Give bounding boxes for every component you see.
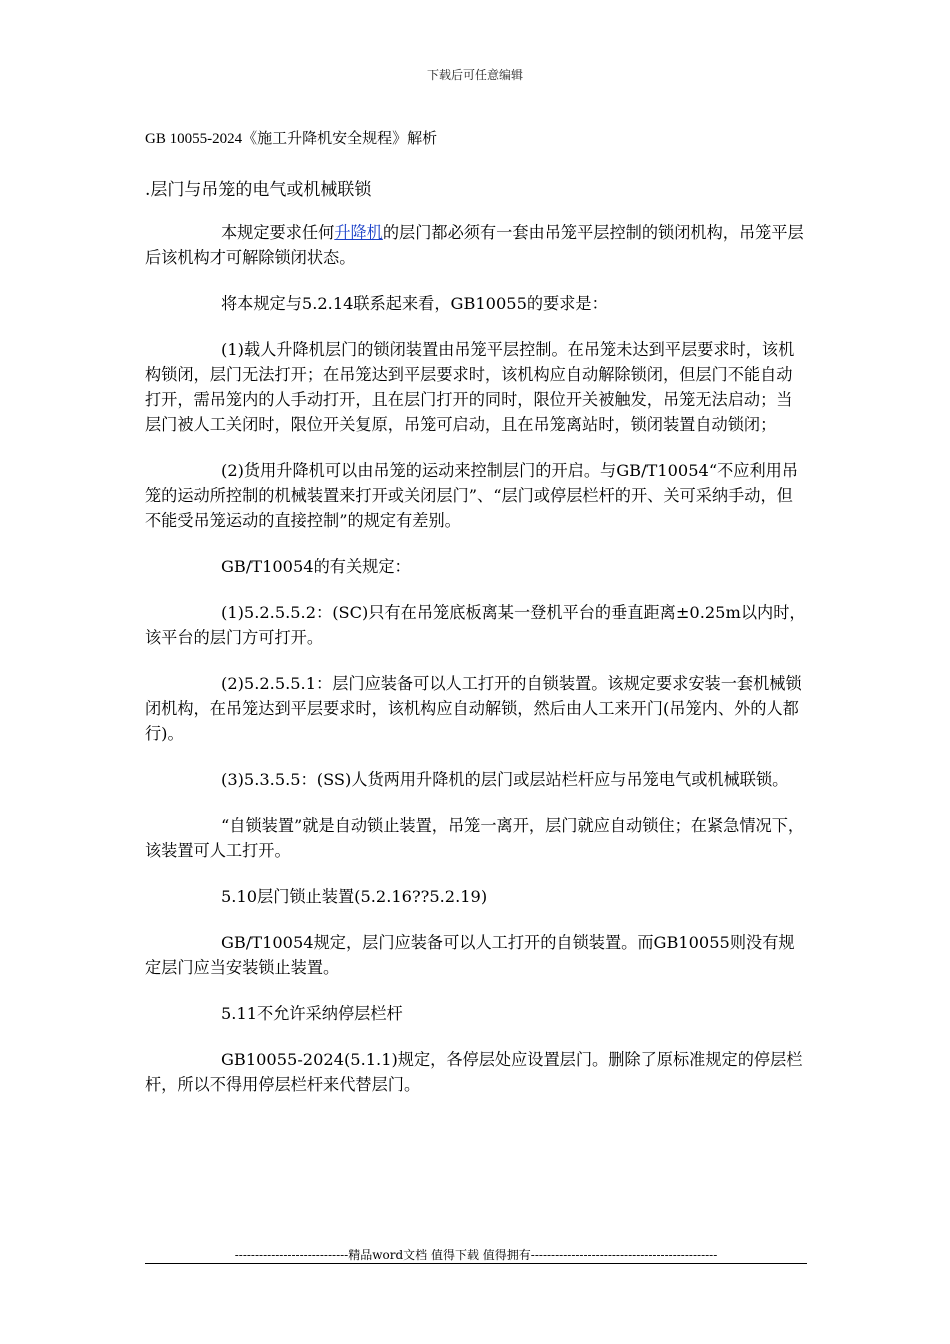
- paragraph-3: (1)载人升降机层门的锁闭装置由吊笼平层控制。在吊笼未达到平层要求时，该机构锁闭，层门无法打开；在吊笼达到平层要求时，该机构应自动解除锁闭，但层门不能自动打开，需吊笼内的人手动打开，且在层门打开的同时，限位开关被触发，吊笼无法启动；当层门被人工关闭时，限位开关复原，吊笼可启动，且在吊笼离站时，锁闭装置自动锁闭；: [145, 340, 795, 434]
- footer-note: ----------------------------精品word文档 值得下载 值得拥有----------------------------------------------: [234, 1248, 718, 1262]
- paragraph-5: GB/T10054的有关规定：: [221, 557, 411, 576]
- paragraph-13: GB10055-2024(5.1.1)规定，各停层处应设置层门。删除了原标准规定的停层栏杆，所以不得用停层栏杆来代替层门。: [145, 1050, 803, 1094]
- paragraph-11: GB/T10054规定，层门应装备可以人工打开的自锁装置。而GB10055则没有规定层门应当安装锁止装置。: [145, 933, 795, 977]
- paragraph-1-text-start: 本规定要求任何: [221, 223, 335, 242]
- footer-divider: [145, 1263, 807, 1264]
- paragraph-2: 将本规定与5.2.14联系起来看，GB10055的要求是：: [221, 294, 608, 313]
- paragraph-1-text-end: 的层门都必须有一套由吊笼平层控制的锁闭机构，吊笼平层后该机构才可解除锁闭状态。: [145, 223, 804, 267]
- paragraph-1: [145, 220, 807, 270]
- paragraph-12: 5.11不允许采纳停层栏杆: [221, 1004, 403, 1023]
- page-header-note: 下载后可任意编辑: [426, 68, 523, 82]
- paragraph-4: (2)货用升降机可以由吊笼的运动来控制层门的开启。与GB/T10054“不应利用吊笼的运动所控制的机械装置来打开或关闭层门”、“层门或停层栏杆的开、关可采纳手动，但不能受吊笼运动的直接控制”的规定有差别。: [145, 461, 799, 530]
- paragraph-9: “自锁装置”就是自动锁止装置，吊笼一离开，层门就应自动锁住；在紧急情况下，该装置可人工打开。: [145, 816, 805, 860]
- document-body: [145, 220, 807, 1118]
- document-title: GB 10055-2024《施工升降机安全规程》解析: [145, 131, 438, 147]
- elevator-link[interactable]: 升降机: [334, 223, 383, 242]
- paragraph-10: 5.10层门锁止装置(5.2.16??5.2.19): [221, 887, 488, 906]
- section-heading: .层门与吊笼的电气或机械联锁: [145, 180, 372, 200]
- paragraph-6: (1)5.2.5.5.2：(SC)只有在吊笼底板离某一登机平台的垂直距离±0.25m以内时，该平台的层门方可打开。: [145, 603, 806, 647]
- paragraph-8: (3)5.3.5.5：(SS)人货两用升降机的层门或层站栏杆应与吊笼电气或机械联锁。: [221, 770, 789, 789]
- paragraph-7: (2)5.2.5.5.1：层门应装备可以人工打开的自锁装置。该规定要求安装一套机械锁闭机构，在吊笼达到平层要求时，该机构应自动解锁，然后由人工来开门(吊笼内、外的人都行)。: [145, 674, 802, 743]
